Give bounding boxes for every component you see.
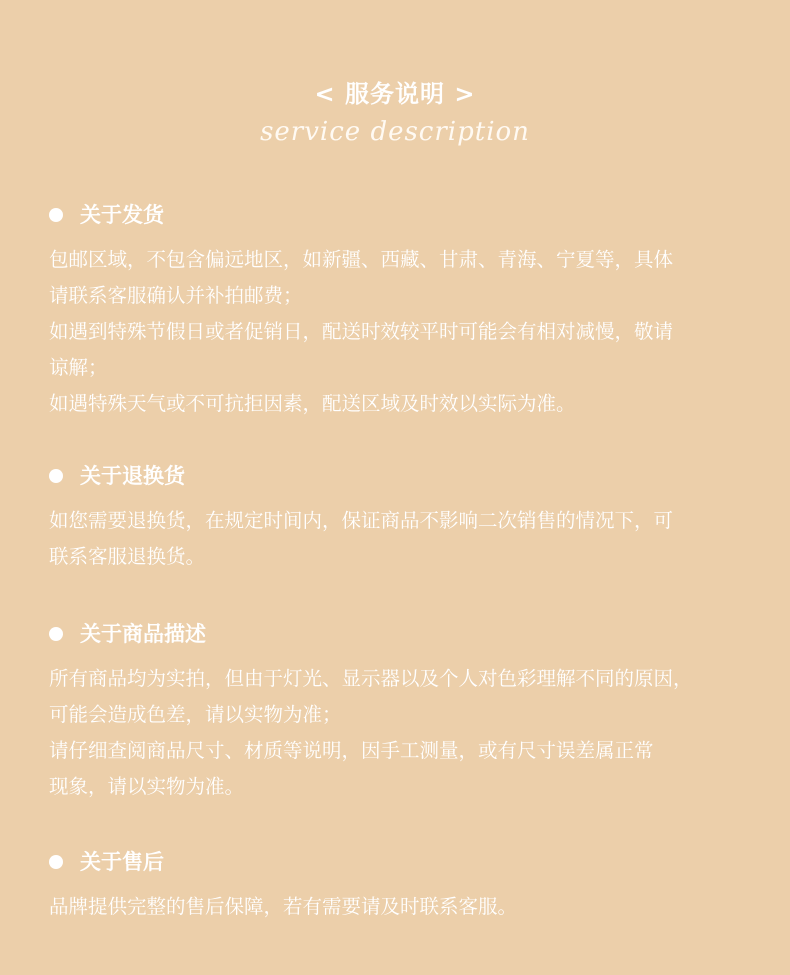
section-heading <box>49 846 749 878</box>
section-body: 如您需要退换货，在规定时间内，保证商品不影响二次销售的情况下，可 联系客服退换货。 <box>49 509 674 568</box>
bullet-dot-icon <box>49 855 63 869</box>
section-body: 包邮区域，不包含偏远地区，如新疆、西藏、甘肃、青海、宁夏等，具体 请联系客服确认并补拍邮费； 如遇到特殊节假日或者促销日，配送时效较平时可能会有相对减慢，敬请 谅解； 如遇特殊天气或不可抗拒因素，配送区域及时效以实际为准。 <box>49 248 674 415</box>
section-body: 所有商品均为实拍，但由于灯光、显示器以及个人对色彩理解不同的原因， 可能会造成色差，请以实物为准； 请仔细查阅商品尺寸、材质等说明，因手工测量，或有尺寸误差属正常 现象，请以实物为准。 <box>49 667 693 798</box>
bullet-dot-icon <box>49 469 63 483</box>
section-title: 关于商品描述 <box>80 622 206 646</box>
section-heading <box>49 460 749 492</box>
section-returns <box>49 460 749 575</box>
page-subtitle: service description <box>260 117 530 147</box>
bullet-dot-icon <box>49 208 63 222</box>
section-shipping <box>49 199 749 422</box>
section-heading <box>49 618 749 650</box>
section-after-sales <box>49 846 749 925</box>
section-product-description <box>49 618 749 805</box>
bullet-dot-icon <box>49 627 63 641</box>
section-heading <box>49 199 749 231</box>
section-title: 关于退换货 <box>80 464 185 488</box>
section-body: 品牌提供完整的售后保障，若有需要请及时联系客服。 <box>49 895 518 918</box>
page-header <box>0 74 790 148</box>
page-title: < 服务说明 > <box>314 80 476 108</box>
section-title: 关于发货 <box>80 203 164 227</box>
section-title: 关于售后 <box>80 850 164 874</box>
